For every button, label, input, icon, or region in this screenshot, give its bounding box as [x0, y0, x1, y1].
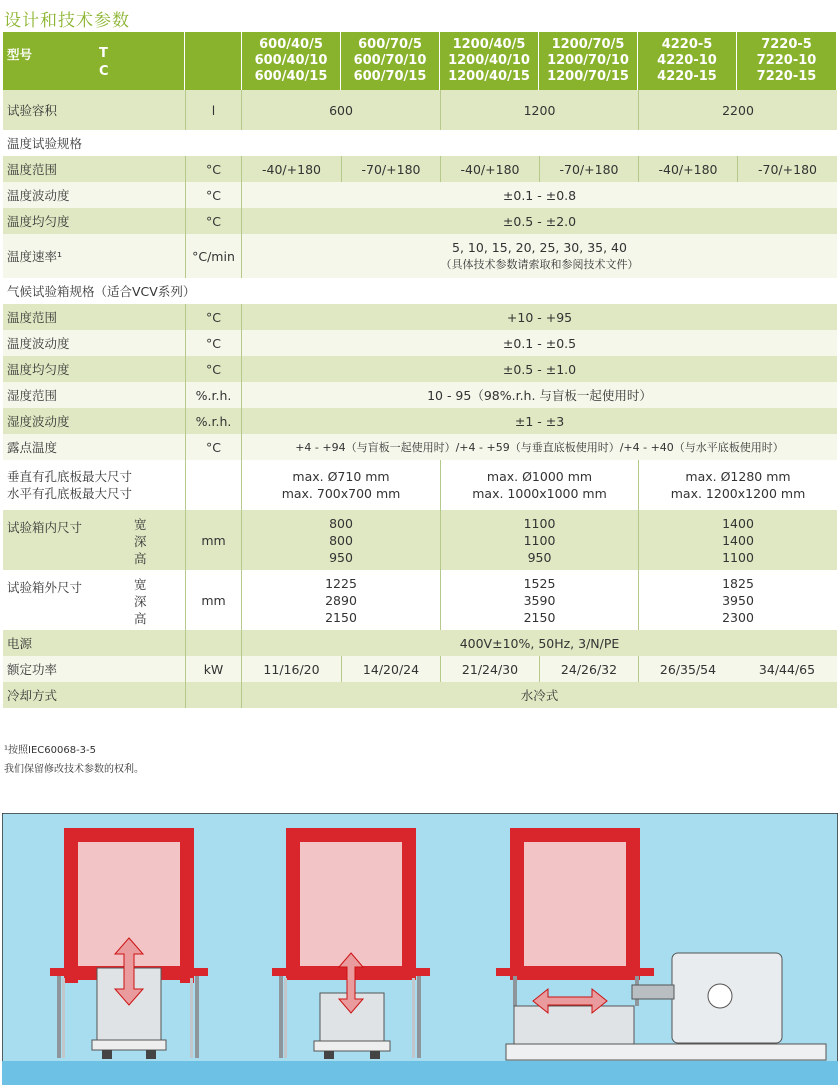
row-c-temp-range [3, 304, 837, 330]
row-unit: °C [185, 304, 242, 330]
cell: 水冷式 [242, 682, 837, 708]
model-label: 型号 [7, 47, 33, 62]
cell: -70/+180 [341, 156, 440, 182]
cell: 34/44/65 [737, 656, 837, 682]
row-temp-fluct [3, 182, 837, 208]
cell: +10 - +95 [242, 304, 837, 330]
section-label: 温度试验规格 [3, 130, 837, 156]
row-plate [3, 460, 837, 510]
row-unit: %.r.h. [185, 382, 242, 408]
row-rated [3, 656, 837, 682]
row-label: 露点温度 [3, 434, 185, 460]
row-label: 冷却方式 [3, 682, 185, 708]
row-label: 电源 [3, 630, 185, 656]
cell: -40/+180 [242, 156, 341, 182]
row-unit [185, 630, 242, 656]
row-unit: °C [185, 156, 242, 182]
row-unit: °C [185, 356, 242, 382]
header-row [3, 32, 837, 90]
row-label: 温度均匀度 [3, 356, 185, 382]
cell: 10 - 95（98%.r.h. 与盲板一起使用时） [242, 382, 837, 408]
cell: 600 [242, 90, 440, 130]
row-label: 温度速率¹ [3, 234, 185, 278]
row-inner [3, 510, 837, 570]
row-label: 湿度波动度 [3, 408, 185, 434]
cell: +4 - +94（与盲板一起使用时）/+4 - +59（与垂直底板使用时）/+4 - +40（与水平底板使用时） [242, 434, 837, 460]
cell: 11/16/20 [242, 656, 341, 682]
row-label: 试验箱内尺寸 宽 深 高 [3, 510, 185, 570]
cell: 24/26/32 [539, 656, 638, 682]
row-label: 温度范围 [3, 156, 185, 182]
row-unit: l [185, 90, 242, 130]
row-power [3, 630, 837, 656]
spec-table [3, 32, 837, 708]
cell: 26/35/54 [638, 656, 737, 682]
cell: 2200 [638, 90, 837, 130]
row-cooling [3, 682, 837, 708]
row-outer [3, 570, 837, 630]
row-unit: %.r.h. [185, 408, 242, 434]
row-unit: °C [185, 208, 242, 234]
cell: 5, 10, 15, 20, 25, 30, 35, 40 （具体技术参数请索取和参阅技术文件） [242, 234, 837, 278]
section-climate [3, 278, 837, 304]
cell: max. Ø710 mm max. 700x700 mm [242, 460, 440, 510]
table-top [496, 968, 654, 976]
tc-c: C [99, 64, 109, 79]
row-unit: mm [185, 510, 242, 570]
row-unit [185, 682, 242, 708]
cell: 1200 [440, 90, 638, 130]
row-unit: °C/min [185, 234, 242, 278]
row-hum-fluct [3, 408, 837, 434]
cell: 1525 3590 2150 [440, 570, 638, 630]
row-temp-uni [3, 208, 837, 234]
cell: 800 800 950 [242, 510, 440, 570]
row-unit: mm [185, 570, 242, 630]
floor-band [2, 1061, 838, 1085]
cell: 1100 1100 950 [440, 510, 638, 570]
row-label: 试验箱外尺寸 宽 深 高 [3, 570, 185, 630]
row-dew [3, 434, 837, 460]
row-unit [185, 460, 242, 510]
tc-t: T [99, 46, 108, 61]
cell: 1225 2890 2150 [242, 570, 440, 630]
row-label: 温度均匀度 [3, 208, 185, 234]
cell: max. Ø1280 mm max. 1200x1200 mm [638, 460, 837, 510]
cell: -40/+180 [440, 156, 539, 182]
row-label: 额定功率 [3, 656, 185, 682]
section-temp [3, 130, 837, 156]
row-hum-range [3, 382, 837, 408]
row-label: 试验容积 [3, 90, 185, 130]
row-volume [3, 90, 837, 130]
cell: -40/+180 [638, 156, 737, 182]
cell: ±0.5 - ±2.0 [242, 208, 837, 234]
unit-header [185, 32, 242, 90]
footnote-iec: ¹按照IEC60068-3-5 [4, 745, 97, 756]
cell: ±1 - ±3 [242, 408, 837, 434]
slip-table [514, 1006, 634, 1044]
row-unit: °C [185, 182, 242, 208]
chamber-illustration [2, 813, 838, 1085]
section-label: 气候试验箱规格（适合VCV系列） [3, 278, 837, 304]
cell: ±0.5 - ±1.0 [242, 356, 837, 382]
row-temp-range [3, 156, 837, 182]
cell: 21/24/30 [440, 656, 539, 682]
base-platform [506, 1044, 826, 1060]
footnote-rights: 我们保留修改技术参数的权利。 [4, 764, 144, 775]
model-col-5: 4220-5 4220-10 4220-15 [638, 32, 737, 90]
model-col-3: 1200/40/5 1200/40/10 1200/40/15 [440, 32, 539, 90]
chamber-interior [300, 842, 402, 966]
cell: 1825 3950 2300 [638, 570, 837, 630]
cell: 14/20/24 [341, 656, 440, 682]
cell: max. Ø1000 mm max. 1000x1000 mm [440, 460, 638, 510]
model-col-4: 1200/70/5 1200/70/10 1200/70/15 [539, 32, 638, 90]
model-col-2: 600/70/5 600/70/10 600/70/15 [341, 32, 440, 90]
cell: ±0.1 - ±0.8 [242, 182, 837, 208]
row-label: 湿度范围 [3, 382, 185, 408]
row-c-temp-uni [3, 356, 837, 382]
cell: 1400 1400 1100 [638, 510, 837, 570]
row-label: 垂直有孔底板最大尺寸 水平有孔底板最大尺寸 [3, 460, 185, 510]
cell: -70/+180 [737, 156, 837, 182]
model-header [3, 32, 185, 90]
row-unit: kW [185, 656, 242, 682]
chamber-interior [524, 842, 626, 966]
cell: ±0.1 - ±0.5 [242, 330, 837, 356]
page-title: 设计和技术参数 [4, 11, 130, 31]
cell: 400V±10%, 50Hz, 3/N/PE [242, 630, 837, 656]
model-col-6: 7220-5 7220-10 7220-15 [737, 32, 837, 90]
row-unit: °C [185, 330, 242, 356]
row-label: 温度波动度 [3, 330, 185, 356]
model-col-1: 600/40/5 600/40/10 600/40/15 [242, 32, 341, 90]
row-unit: °C [185, 434, 242, 460]
cell: -70/+180 [539, 156, 638, 182]
row-label: 温度波动度 [3, 182, 185, 208]
row-label: 温度范围 [3, 304, 185, 330]
row-temp-rate [3, 234, 837, 278]
row-c-temp-fluct [3, 330, 837, 356]
